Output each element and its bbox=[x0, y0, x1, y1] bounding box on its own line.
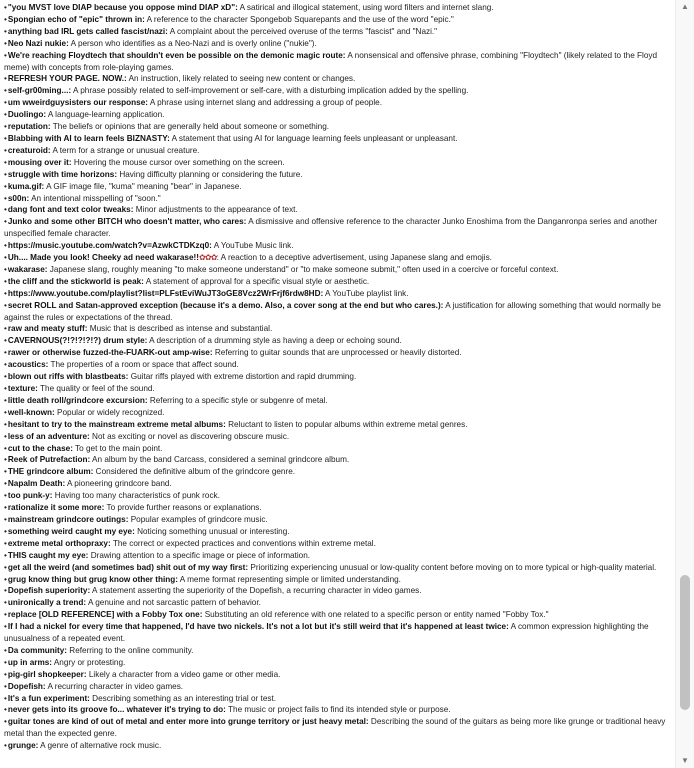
glossary-definition: Describing something as an interesting trial or test. bbox=[89, 693, 277, 703]
bullet-icon: • bbox=[4, 14, 7, 24]
glossary-definition: Likely a character from a video game or other media. bbox=[86, 669, 281, 679]
glossary-item bbox=[0, 704, 676, 716]
bullet-icon: • bbox=[4, 514, 7, 524]
bullet-icon: • bbox=[4, 169, 7, 179]
glossary-item bbox=[0, 419, 676, 431]
glossary-item bbox=[0, 538, 676, 550]
glossary-definition: The quality or feel of the sound. bbox=[37, 384, 155, 393]
glossary-definition: A genuine and not sarcastic pattern of behavior. bbox=[86, 598, 261, 608]
glossary-term: Neo Nazi nukie: bbox=[7, 38, 69, 48]
glossary-definition: Describing the sound of the guitars as being more like grunge or traditional heavy metal than the expected genre. bbox=[4, 717, 666, 739]
glossary-term: https://www.youtube.com/playlist?list=PLFstEviWuJT3oGE8Vcz2WrFrjf6rdw8HD: bbox=[7, 288, 324, 298]
bullet-icon: • bbox=[4, 586, 7, 596]
glossary-term: the cliff and the stickworld is peak: bbox=[7, 276, 144, 286]
glossary-item bbox=[0, 371, 676, 383]
bullet-icon: • bbox=[4, 681, 7, 691]
glossary-item bbox=[0, 609, 676, 621]
glossary-item bbox=[0, 288, 676, 300]
bullet-icon: • bbox=[4, 86, 7, 96]
glossary-item bbox=[0, 597, 676, 609]
glossary-term: https://music.youtube.com/watch?v=AzwkCTDKzq0: bbox=[7, 241, 212, 251]
glossary-definition: Drawing attention to a specific image or piece of information. bbox=[88, 550, 311, 560]
glossary-term: mainstream grindcore outings: bbox=[7, 514, 129, 524]
glossary-item bbox=[0, 2, 676, 14]
glossary-definition: Having difficulty planning or considering the future. bbox=[117, 169, 303, 179]
glossary-item bbox=[0, 478, 676, 490]
glossary-term: It's a fun experiment: bbox=[7, 693, 90, 703]
glossary-term: unironically a trend: bbox=[7, 598, 87, 608]
glossary-term: replace [OLD REFERENCE] with a Fobby Tox one: bbox=[7, 610, 203, 620]
glossary-term: hesitant to try to the mainstream extreme metal albums: bbox=[7, 419, 226, 429]
glossary-term: wakarase: bbox=[7, 264, 48, 274]
glossary-item bbox=[0, 383, 676, 395]
bullet-icon: • bbox=[4, 348, 7, 358]
glossary-item bbox=[0, 657, 676, 669]
glossary-term: self-gr00ming...: bbox=[7, 86, 72, 96]
glossary-item bbox=[0, 109, 676, 121]
bullet-icon: • bbox=[4, 98, 7, 108]
bullet-icon: • bbox=[4, 324, 7, 334]
glossary-item bbox=[0, 73, 676, 85]
bullet-icon: • bbox=[4, 598, 7, 608]
bullet-icon: • bbox=[4, 217, 7, 227]
glossary-term: rationalize it some more: bbox=[7, 503, 105, 513]
glossary-definition: Reluctant to listen to popular albums within extreme metal genres. bbox=[225, 419, 468, 429]
scroll-up-arrow-icon[interactable]: ▲ bbox=[681, 2, 689, 11]
glossary-definition: Music that is described as intense and substantial. bbox=[87, 324, 273, 334]
glossary-definition: A complaint about the perceived overuse of the terms "fascist" and "Nazi." bbox=[167, 26, 438, 36]
bullet-icon: • bbox=[4, 669, 7, 679]
glossary-item bbox=[0, 276, 676, 288]
glossary-definition: A meme format representing simple or limited understanding. bbox=[177, 574, 401, 584]
glossary-item bbox=[0, 621, 676, 645]
bullet-icon: • bbox=[4, 538, 7, 548]
glossary-term: Spongian echo of "epic" thrown in: bbox=[7, 14, 145, 24]
bullet-icon: • bbox=[4, 253, 7, 263]
glossary-definition: A dismissive and offensive reference to the character Junko Enoshima from the Danganronpa series and another unspecified female character. bbox=[4, 217, 658, 239]
glossary-item bbox=[0, 300, 676, 324]
bullet-icon: • bbox=[4, 467, 7, 477]
glossary-term: Dopefish superiority: bbox=[7, 586, 91, 596]
bullet-icon: • bbox=[4, 372, 7, 382]
glossary-item bbox=[0, 264, 676, 276]
bullet-icon: • bbox=[4, 395, 7, 405]
glossary-definition: Not as exciting or novel as discovering obscure music. bbox=[89, 431, 290, 441]
vertical-scrollbar[interactable] bbox=[675, 0, 694, 768]
glossary-definition: The properties of a room or space that affect sound. bbox=[48, 360, 239, 370]
bullet-icon: • bbox=[4, 276, 7, 286]
glossary-definition: Referring to a specific style or subgenre of metal. bbox=[147, 395, 328, 405]
glossary-item bbox=[0, 395, 676, 407]
glossary-item bbox=[0, 681, 676, 693]
glossary-definition: Japanese slang, roughly meaning "to make someone understand" or "to make someone submit," often used in a coercive or forceful context. bbox=[47, 264, 559, 274]
glossary-definition: : A reaction to a deceptive advertisement, using Japanese slang and emojis. bbox=[216, 253, 492, 263]
glossary-term: We're reaching Floydtech that shouldn't even be possible on the demonic magic route: bbox=[7, 50, 346, 60]
glossary-item bbox=[0, 431, 676, 443]
glossary-term: grug know thing but grug know other thing: bbox=[7, 574, 178, 584]
glossary-item bbox=[0, 216, 676, 240]
glossary-definition: A phrase possibly related to self-improvement or self-care, with a disturbing implication added by the spelling. bbox=[71, 86, 469, 96]
glossary-term: Reek of Putrefaction: bbox=[7, 455, 91, 465]
glossary-item bbox=[0, 252, 676, 264]
glossary-item bbox=[0, 359, 676, 371]
glossary-term: grunge: bbox=[7, 741, 39, 751]
glossary-term: rawer or otherwise fuzzed-the-FUARK-out amp-wise: bbox=[7, 348, 213, 358]
bullet-icon: • bbox=[4, 122, 7, 132]
glossary-item bbox=[0, 490, 676, 502]
glossary-item bbox=[0, 585, 676, 597]
bullet-icon: • bbox=[4, 3, 7, 12]
bullet-icon: • bbox=[4, 157, 7, 167]
glossary-definition: Referring to the online community. bbox=[67, 645, 194, 655]
glossary-definition: A statement asserting the superiority of the Dopefish, a recurring character in video games. bbox=[90, 586, 422, 596]
glossary-term: raw and meaty stuff: bbox=[7, 324, 88, 334]
glossary-item bbox=[0, 50, 676, 74]
glossary-item bbox=[0, 240, 676, 252]
glossary-definition: Popular examples of grindcore music. bbox=[128, 514, 268, 524]
glossary-item bbox=[0, 562, 676, 574]
bullet-icon: • bbox=[4, 526, 7, 536]
glossary-definition: A statement that using AI for language learning feels unpleasant or unpleasant. bbox=[169, 133, 458, 143]
glossary-definition: Considered the definitive album of the grindcore genre. bbox=[93, 467, 296, 477]
bullet-icon: • bbox=[4, 300, 7, 310]
glossary-item bbox=[0, 347, 676, 359]
glossary-item bbox=[0, 716, 676, 740]
glossary-item bbox=[0, 454, 676, 466]
glossary-term: guitar tones are kind of out of metal and enter more into grunge territory or just heavy metal: bbox=[7, 717, 369, 727]
glossary-item bbox=[0, 335, 676, 347]
glossary-term: struggle with time horizons: bbox=[7, 169, 118, 179]
glossary-term: dang font and text color tweaks: bbox=[7, 205, 134, 215]
bullet-icon: • bbox=[4, 38, 7, 48]
glossary-term: little death roll/grindcore excursion: bbox=[7, 395, 148, 405]
glossary-term: CAVERNOUS(?!?!?!?!?) drum style: bbox=[7, 336, 148, 346]
glossary-term: "you MVST love DIAP because you oppose mind DIAP xD": bbox=[7, 3, 238, 12]
glossary-definition: A genre of alternative rock music. bbox=[38, 741, 162, 751]
glossary-term: reputation: bbox=[7, 122, 51, 132]
glossary-term: cut to the chase: bbox=[7, 443, 73, 453]
glossary-item bbox=[0, 323, 676, 335]
glossary-definition: A YouTube Music link. bbox=[211, 241, 294, 251]
bullet-icon: • bbox=[4, 574, 7, 584]
scrollbar-thumb[interactable] bbox=[680, 575, 690, 710]
bullet-icon: • bbox=[4, 431, 7, 441]
glossary-term: texture: bbox=[7, 384, 38, 393]
glossary-definition: An album by the band Carcass, considered a seminal grindcore album. bbox=[90, 455, 350, 465]
glossary-item bbox=[0, 38, 676, 50]
glossary-term: Junko and some other BITCH who doesn't matter, who cares: bbox=[7, 217, 247, 227]
glossary-term: extreme metal orthopraxy: bbox=[7, 538, 111, 548]
glossary-definition: A pioneering grindcore band. bbox=[65, 479, 172, 489]
glossary-item bbox=[0, 693, 676, 705]
glossary-definition: A recurring character in video games. bbox=[45, 681, 184, 691]
glossary-definition: A common expression highlighting the unusualness of a repeated event. bbox=[4, 622, 649, 644]
glossary-item bbox=[0, 85, 676, 97]
glossary-definition: Guitar riffs played with extreme distortion and rapid drumming. bbox=[128, 372, 357, 382]
glossary-item bbox=[0, 14, 676, 26]
glossary-list bbox=[0, 2, 676, 752]
glossary-item bbox=[0, 526, 676, 538]
glossary-definition: The correct or expected practices and conventions within extreme metal. bbox=[110, 538, 376, 548]
glossary-definition: The beliefs or opinions that are generally held about someone or something. bbox=[50, 122, 330, 132]
bullet-icon: • bbox=[4, 693, 7, 703]
glossary-term: Da community: bbox=[7, 645, 68, 655]
bullet-icon: • bbox=[4, 181, 7, 191]
glossary-item bbox=[0, 145, 676, 157]
glossary-item bbox=[0, 121, 676, 133]
bullet-icon: • bbox=[4, 479, 7, 489]
glossary-term: Dopefish: bbox=[7, 681, 46, 691]
glossary-term: too punk-y: bbox=[7, 491, 53, 501]
bullet-icon: • bbox=[4, 288, 7, 298]
glossary-item bbox=[0, 645, 676, 657]
glossary-item bbox=[0, 157, 676, 169]
bullet-icon: • bbox=[4, 562, 7, 572]
glossary-definition: To get to the main point. bbox=[72, 443, 163, 453]
bullet-icon: • bbox=[4, 550, 7, 560]
glossary-term: secret ROLL and Satan-approved exception (because it's a demo. Also, a cover song at the end but who cares.): bbox=[7, 300, 444, 310]
bullet-icon: • bbox=[4, 455, 7, 465]
glossary-definition: Popular or widely recognized. bbox=[54, 407, 165, 417]
glossary-term: REFRESH YOUR PAGE. NOW.: bbox=[7, 74, 127, 84]
bullet-icon: • bbox=[4, 407, 7, 417]
glossary-term: creaturoid: bbox=[7, 145, 51, 155]
glossary-term: something weird caught my eye: bbox=[7, 526, 135, 536]
bullet-icon: • bbox=[4, 133, 7, 143]
glossary-definition: A person who identifies as a Neo-Nazi and is overly online ("nukie"). bbox=[68, 38, 317, 48]
glossary-term: mousing over it: bbox=[7, 157, 72, 167]
glossary-definition: Substituting an old reference with one related to a specific person or entity named "Fobby Tox." bbox=[202, 610, 549, 620]
glossary-item bbox=[0, 97, 676, 109]
glossary-term: Uh.... Made you look! Cheeky ad need wakarase!! bbox=[7, 253, 199, 263]
glossary-term: never gets into its groove fo... whatever it's trying to do: bbox=[7, 705, 226, 715]
glossary-definition: Referring to guitar sounds that are unprocessed or heavily distorted. bbox=[212, 348, 462, 358]
bullet-icon: • bbox=[4, 205, 7, 215]
bullet-icon: • bbox=[4, 26, 7, 36]
glossary-definition: A justification for allowing something that would normally be against the rules or expectations of the thread. bbox=[4, 300, 661, 322]
glossary-definition: A language-learning application. bbox=[46, 110, 165, 120]
bullet-icon: • bbox=[4, 741, 7, 751]
bullet-icon: • bbox=[4, 384, 7, 393]
glossary-term: If I had a nickel for every time that happened, I'd have two nickels. It's not a lot but it's still weird that it's happened at least twice: bbox=[7, 622, 509, 632]
glossary-definition: The music or project fails to find its intended style or purpose. bbox=[225, 705, 451, 715]
glossary-definition: An instruction, likely related to seeing new content or changes. bbox=[126, 74, 356, 84]
bullet-icon: • bbox=[4, 645, 7, 655]
glossary-definition: Prioritizing experiencing unusual or low-quality content before moving on to more typical or high-quality material. bbox=[248, 562, 657, 572]
bullet-icon: • bbox=[4, 705, 7, 715]
glossary-term: well-known: bbox=[7, 407, 55, 417]
emoji-icon: ✿✿✿ bbox=[198, 253, 217, 263]
glossary-definition: Hovering the mouse cursor over something on the screen. bbox=[71, 157, 285, 167]
glossary-definition: To provide further reasons or explanations. bbox=[104, 503, 262, 513]
glossary-definition: A GIF image file, "kuma" meaning "bear" in Japanese. bbox=[44, 181, 242, 191]
glossary-term: Duolingo: bbox=[7, 110, 47, 120]
glossary-definition: A satirical and illogical statement, using word filters and internet slang. bbox=[237, 3, 494, 12]
glossary-item bbox=[0, 514, 676, 526]
glossary-definition: A YouTube playlist link. bbox=[323, 288, 409, 298]
bullet-icon: • bbox=[4, 336, 7, 346]
bullet-icon: • bbox=[4, 610, 7, 620]
glossary-definition: A phrase using internet slang and addressing a group of people. bbox=[148, 98, 382, 108]
bullet-icon: • bbox=[4, 622, 7, 632]
glossary-definition: A nonsensical and offensive phrase, combining "Floydtech" (likely related to the Floyd meme) with concepts from role-playing games. bbox=[4, 50, 658, 72]
glossary-term: anything bad IRL gets called fascist/nazi: bbox=[7, 26, 168, 36]
glossary-item bbox=[0, 574, 676, 586]
glossary-definition: A description of a drumming style as having a deep or echoing sound. bbox=[147, 336, 402, 346]
glossary-definition: A reference to the character Spongebob Squarepants and the use of the word "epic." bbox=[144, 14, 454, 24]
scroll-down-arrow-icon[interactable]: ▼ bbox=[681, 756, 689, 765]
bullet-icon: • bbox=[4, 74, 7, 84]
glossary-item bbox=[0, 169, 676, 181]
glossary-term: THIS caught my eye: bbox=[7, 550, 89, 560]
glossary-term: Napalm Death: bbox=[7, 479, 66, 489]
glossary-term: get all the weird (and sometimes bad) shit out of my way first: bbox=[7, 562, 249, 572]
glossary-definition: A statement of approval for a specific visual style or aesthetic. bbox=[143, 276, 370, 286]
glossary-item bbox=[0, 669, 676, 681]
glossary-item bbox=[0, 550, 676, 562]
bullet-icon: • bbox=[4, 503, 7, 513]
bullet-icon: • bbox=[4, 443, 7, 453]
glossary-item bbox=[0, 133, 676, 145]
bullet-icon: • bbox=[4, 110, 7, 120]
glossary-term: um wweirdguysisters our response: bbox=[7, 98, 149, 108]
glossary-item bbox=[0, 204, 676, 216]
glossary-item bbox=[0, 740, 676, 752]
glossary-term: pig-girl shopkeeper: bbox=[7, 669, 87, 679]
glossary-item bbox=[0, 466, 676, 478]
bullet-icon: • bbox=[4, 717, 7, 727]
glossary-term: up in arms: bbox=[7, 657, 53, 667]
glossary-term: blown out riffs with blastbeats: bbox=[7, 372, 129, 382]
glossary-definition: An intentional misspelling of "soon." bbox=[29, 193, 161, 203]
bullet-icon: • bbox=[4, 264, 7, 274]
glossary-definition: Minor adjustments to the appearance of text. bbox=[133, 205, 298, 215]
bullet-icon: • bbox=[4, 360, 7, 370]
glossary-definition: Angry or protesting. bbox=[52, 657, 126, 667]
glossary-term: Blabbing with AI to learn feels BIZNASTY: bbox=[7, 133, 170, 143]
glossary-item bbox=[0, 193, 676, 205]
bullet-icon: • bbox=[4, 657, 7, 667]
glossary-item bbox=[0, 502, 676, 514]
glossary-item bbox=[0, 443, 676, 455]
bullet-icon: • bbox=[4, 241, 7, 251]
bullet-icon: • bbox=[4, 193, 7, 203]
glossary-item bbox=[0, 26, 676, 38]
glossary-item bbox=[0, 181, 676, 193]
glossary-term: THE grindcore album: bbox=[7, 467, 94, 477]
glossary-term: acoustics: bbox=[7, 360, 49, 370]
glossary-definition: A term for a strange or unusual creature. bbox=[50, 145, 200, 155]
glossary-definition: Having too many characteristics of punk rock. bbox=[52, 491, 220, 501]
glossary-term: less of an adventure: bbox=[7, 431, 90, 441]
glossary-definition: Noticing something unusual or interesting. bbox=[134, 526, 290, 536]
bullet-icon: • bbox=[4, 491, 7, 501]
glossary-term: s00n: bbox=[7, 193, 30, 203]
bullet-icon: • bbox=[4, 419, 7, 429]
glossary-item bbox=[0, 407, 676, 419]
bullet-icon: • bbox=[4, 145, 7, 155]
glossary-term: kuma.gif: bbox=[7, 181, 45, 191]
bullet-icon: • bbox=[4, 50, 7, 60]
